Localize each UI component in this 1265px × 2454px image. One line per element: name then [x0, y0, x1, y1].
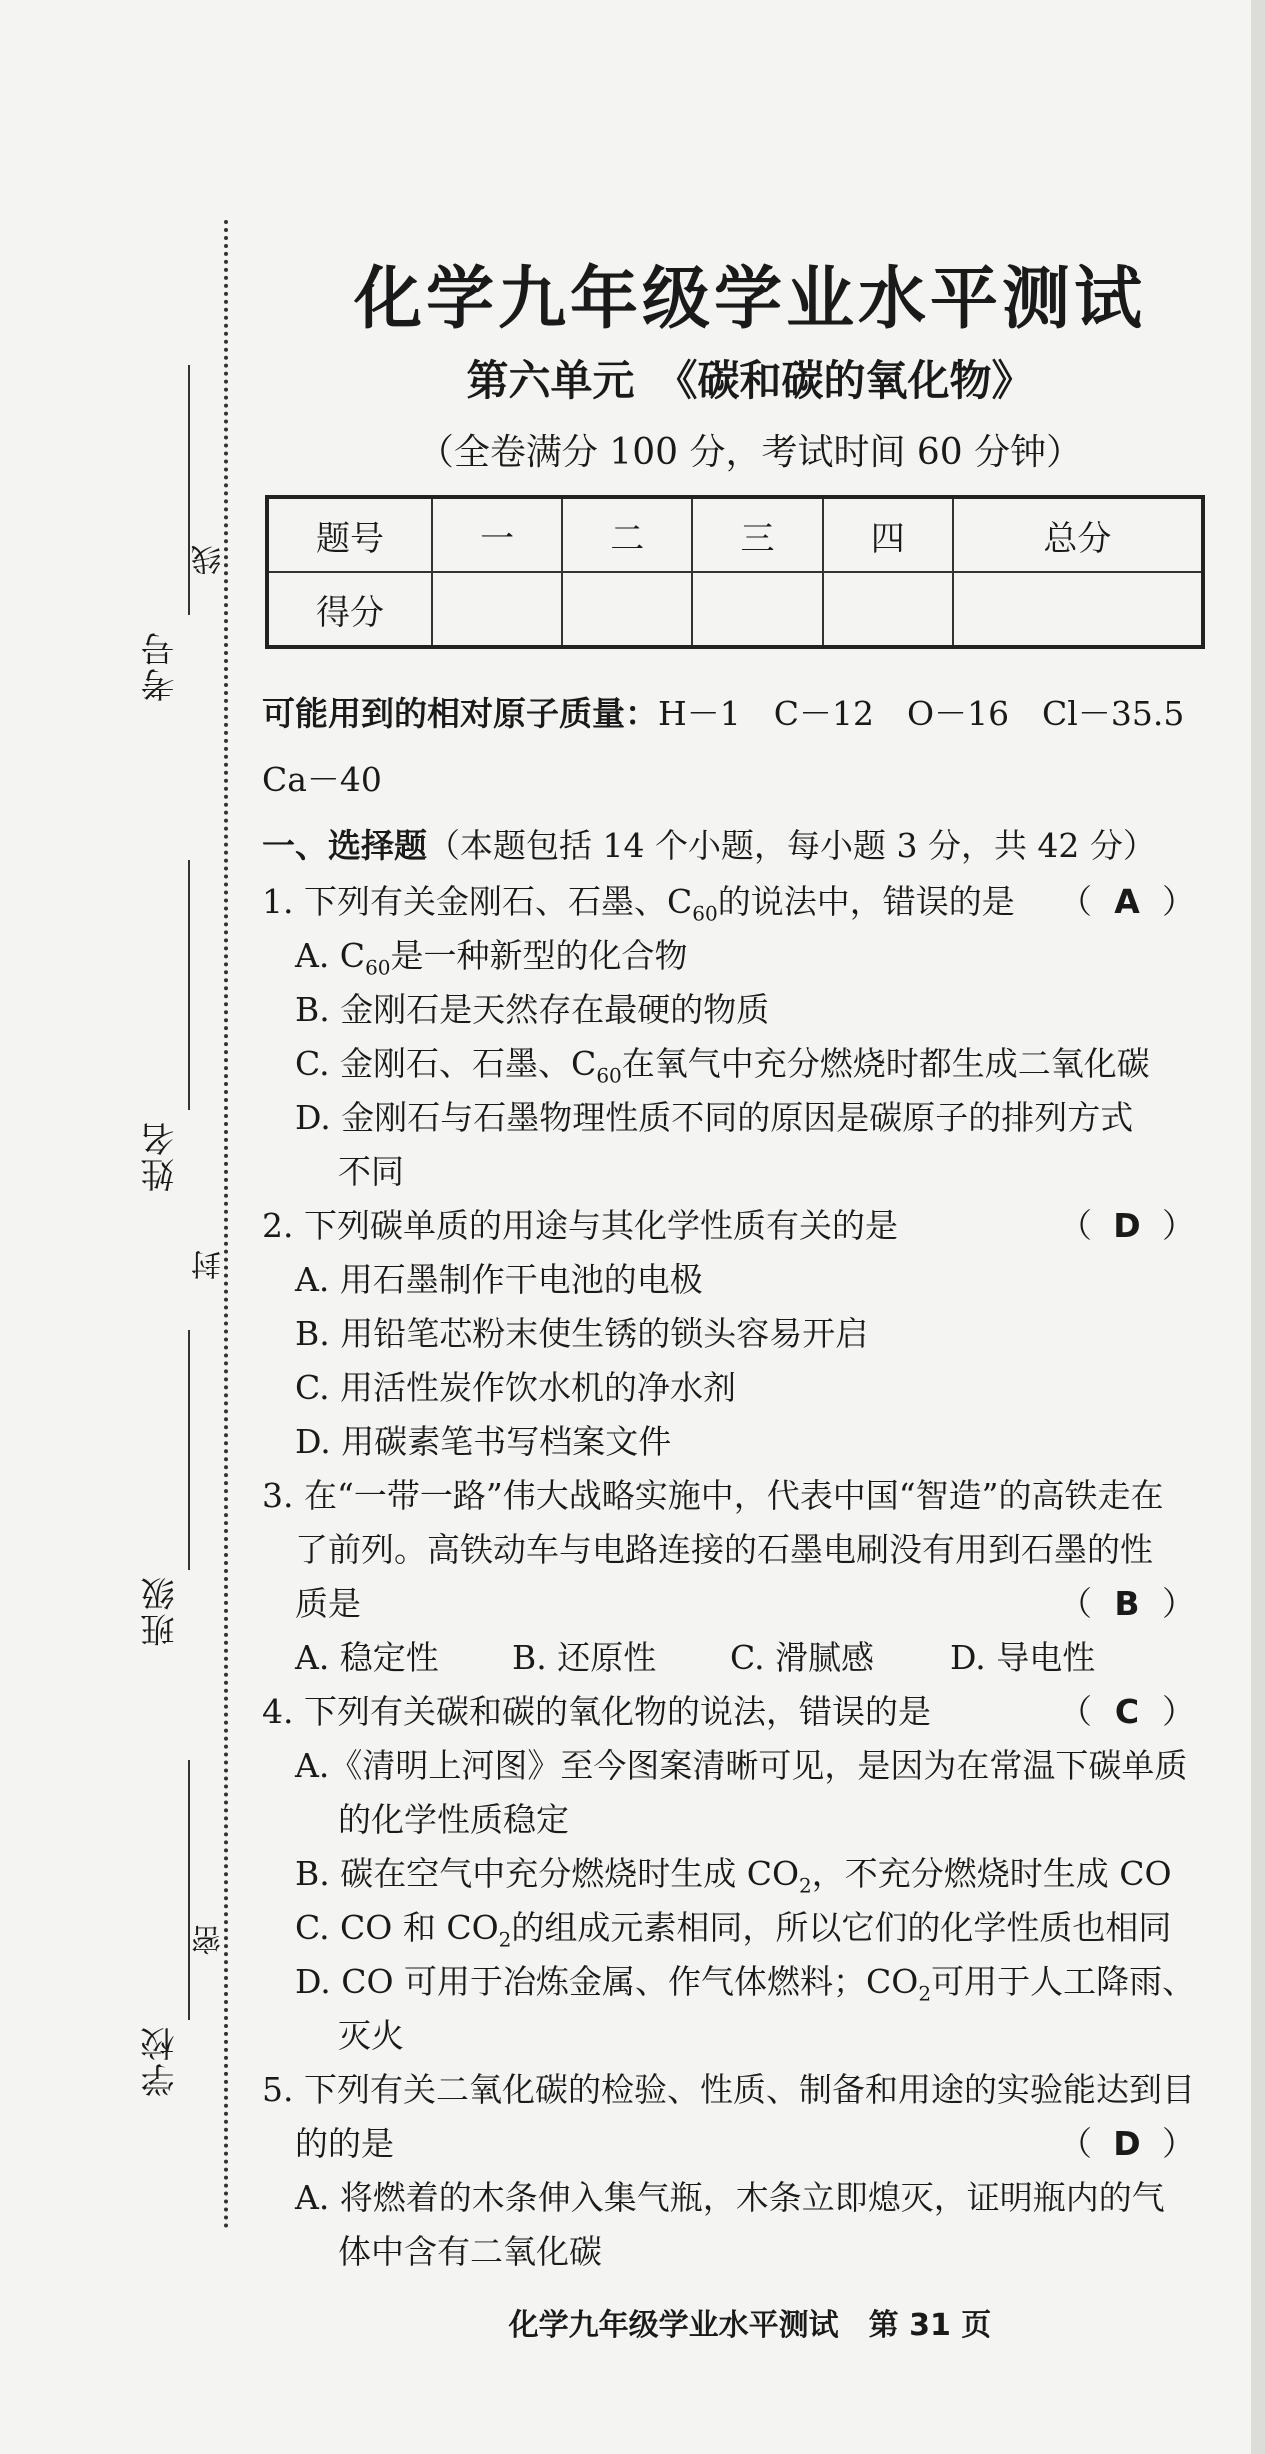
score-cell[interactable] [692, 572, 822, 647]
q1-option-d-cont: 不同 [338, 1152, 404, 1191]
q4-opt-d-post: 可用于人工降雨、 [931, 1962, 1196, 2001]
seal-char-feng: 封 [192, 1250, 227, 1280]
atomic-mass-line [262, 688, 1184, 735]
q4-answer-bracket: （ C ） [1059, 1692, 1195, 1731]
q4-opt-c-post: 的组成元素相同，所以它们的化学性质也相同 [511, 1908, 1172, 1947]
table-cell: 一 [432, 497, 562, 572]
q3-answer-bracket: （ B ） [1059, 1584, 1195, 1623]
q4-option-a: A.《清明上河图》至今图案清晰可见，是因为在常温下碳单质 [295, 1746, 1188, 1785]
name-blank-line [188, 860, 190, 1110]
q5-option-a: A. 将燃着的木条伸入集气瓶，木条立即熄灭，证明瓶内的气 [295, 2178, 1165, 2217]
q3-option-b: B. 还原性 [512, 1638, 657, 1677]
q5-stem-line1: 5. 下列有关二氧化碳的检验、性质、制备和用途的实验能达到目 [262, 2070, 1195, 2109]
q2-stem: 2. 下列碳单质的用途与其化学性质有关的是 [262, 1206, 898, 1245]
q4-option-c [295, 1902, 1171, 1952]
class-blank-line [188, 1330, 190, 1570]
table-cell: 总分 [953, 497, 1203, 572]
q1-opt-c-pre: C. 金刚石、石墨、C [295, 1044, 597, 1083]
q1-stem-b: 的说法中，错误的是 [717, 882, 1015, 921]
q2-option-b: B. 用铅笔芯粉末使生锈的锁头容易开启 [295, 1314, 869, 1353]
unit-subtitle: 第六单元 《碳和碳的氧化物》 [466, 356, 1034, 405]
q3-stem-line1: 3. 在“一带一路”伟大战略实施中，代表中国“智造”的高铁走在 [262, 1476, 1164, 1515]
q4-option-d [295, 1956, 1195, 2006]
q1-opt-a-pre: A. C [295, 936, 366, 975]
score-table [265, 495, 1205, 649]
q4-stem: 4. 下列有关碳和碳的氧化物的说法，错误的是 [262, 1692, 931, 1731]
q4-opt-d-pre: D. CO 可用于冶炼金属、作气体燃料；CO [295, 1962, 919, 2001]
section1-title: 一、选择题 [262, 826, 427, 865]
q1-opt-a-sub: 60 [365, 955, 391, 980]
q1-opt-a-post: 是一种新型的化合物 [390, 936, 688, 975]
q4-answer: C [1114, 1692, 1140, 1731]
q2-option-a: A. 用石墨制作干电池的电极 [295, 1260, 703, 1299]
atomic-mass-values: H－1 C－12 O－16 Cl－35.5 [658, 694, 1185, 733]
exam-no-blank-line [188, 365, 190, 615]
seal-char-mi: 密 [192, 1925, 227, 1955]
q2-answer-bracket: （ D ） [1059, 1206, 1195, 1245]
q3-option-d: D. 导电性 [950, 1638, 1096, 1677]
q4-opt-d-sub: 2 [918, 1981, 932, 2006]
q4-opt-b-sub: 2 [799, 1873, 812, 1898]
q1-stem-sub: 60 [692, 901, 718, 926]
section1-heading [262, 820, 1156, 867]
q5-option-a-cont: 体中含有二氧化碳 [338, 2232, 602, 2271]
name-label: 姓名 [141, 1120, 181, 1192]
section1-desc: （本题包括 14 个小题，每小题 3 分，共 42 分） [427, 826, 1156, 865]
q1-answer-bracket: （ A ） [1059, 882, 1195, 921]
q4-option-a-cont: 的化学性质稳定 [338, 1800, 569, 1839]
exam-note: （全卷满分 100 分，考试时间 60 分钟） [417, 432, 1083, 473]
exam-title: 化学九年级学业水平测试 [353, 260, 1146, 339]
q1-stem [262, 876, 1015, 926]
page-footer: 化学九年级学业水平测试 第 31 页 [508, 2308, 992, 2343]
q1-opt-c-post: 在氧气中充分燃烧时都生成二氧化碳 [621, 1044, 1150, 1083]
q3-option-a: A. 稳定性 [295, 1638, 439, 1677]
class-label: 班级 [141, 1575, 181, 1647]
score-table-header-row [267, 497, 1203, 572]
q2-option-d: D. 用碳素笔书写档案文件 [295, 1422, 672, 1461]
score-cell[interactable] [562, 572, 692, 647]
q3-stem-line3: 质是 [295, 1584, 361, 1623]
q5-stem-line2: 的的是 [295, 2124, 394, 2163]
score-table-score-row [267, 572, 1203, 647]
atomic-mass-label: 可能用到的相对原子质量： [262, 694, 658, 733]
q4-option-b [295, 1848, 1172, 1898]
table-cell: 四 [823, 497, 953, 572]
q4-opt-c-sub: 2 [498, 1927, 512, 1952]
page-edge [1251, 0, 1265, 2454]
table-cell: 题号 [267, 497, 432, 572]
q1-opt-c-sub: 60 [596, 1063, 622, 1088]
q2-option-c: C. 用活性炭作饮水机的净水剂 [295, 1368, 737, 1407]
score-cell[interactable] [823, 572, 953, 647]
school-label: 学校 [141, 2025, 181, 2097]
table-cell: 二 [562, 497, 692, 572]
q2-answer: D [1113, 1206, 1141, 1245]
atomic-mass-values-2: Ca－40 [262, 760, 382, 799]
q1-option-c [295, 1038, 1150, 1088]
exam-no-label: 考号 [141, 630, 181, 702]
q5-answer-bracket: （ D ） [1059, 2124, 1195, 2163]
table-cell: 三 [692, 497, 822, 572]
q4-opt-b-pre: B. 碳在空气中充分燃烧时生成 CO [295, 1854, 800, 1893]
q1-answer: A [1114, 882, 1140, 921]
q1-option-b: B. 金刚石是天然存在最硬的物质 [295, 990, 770, 1029]
q1-option-a [295, 930, 688, 980]
seal-char-line: 线 [192, 545, 227, 575]
score-cell[interactable] [953, 572, 1203, 647]
score-cell[interactable] [432, 572, 562, 647]
q1-option-d: D. 金刚石与石墨物理性质不同的原因是碳原子的排列方式 [295, 1098, 1134, 1137]
q4-opt-b-post: ，不充分燃烧时生成 CO [811, 1854, 1172, 1893]
q4-option-d-cont: 灭火 [338, 2016, 404, 2055]
school-blank-line [188, 1760, 190, 2020]
table-cell: 得分 [267, 572, 432, 647]
q3-answer: B [1114, 1584, 1140, 1623]
q5-answer: D [1113, 2124, 1141, 2163]
q4-opt-c-pre: C. CO 和 CO [295, 1908, 499, 1947]
q3-stem-line2: 了前列。高铁动车与电路连接的石墨电刷没有用到石墨的性 [295, 1530, 1153, 1569]
q3-option-c: C. 滑腻感 [730, 1638, 875, 1677]
q1-stem-a: 1. 下列有关金刚石、石墨、C [262, 882, 693, 921]
